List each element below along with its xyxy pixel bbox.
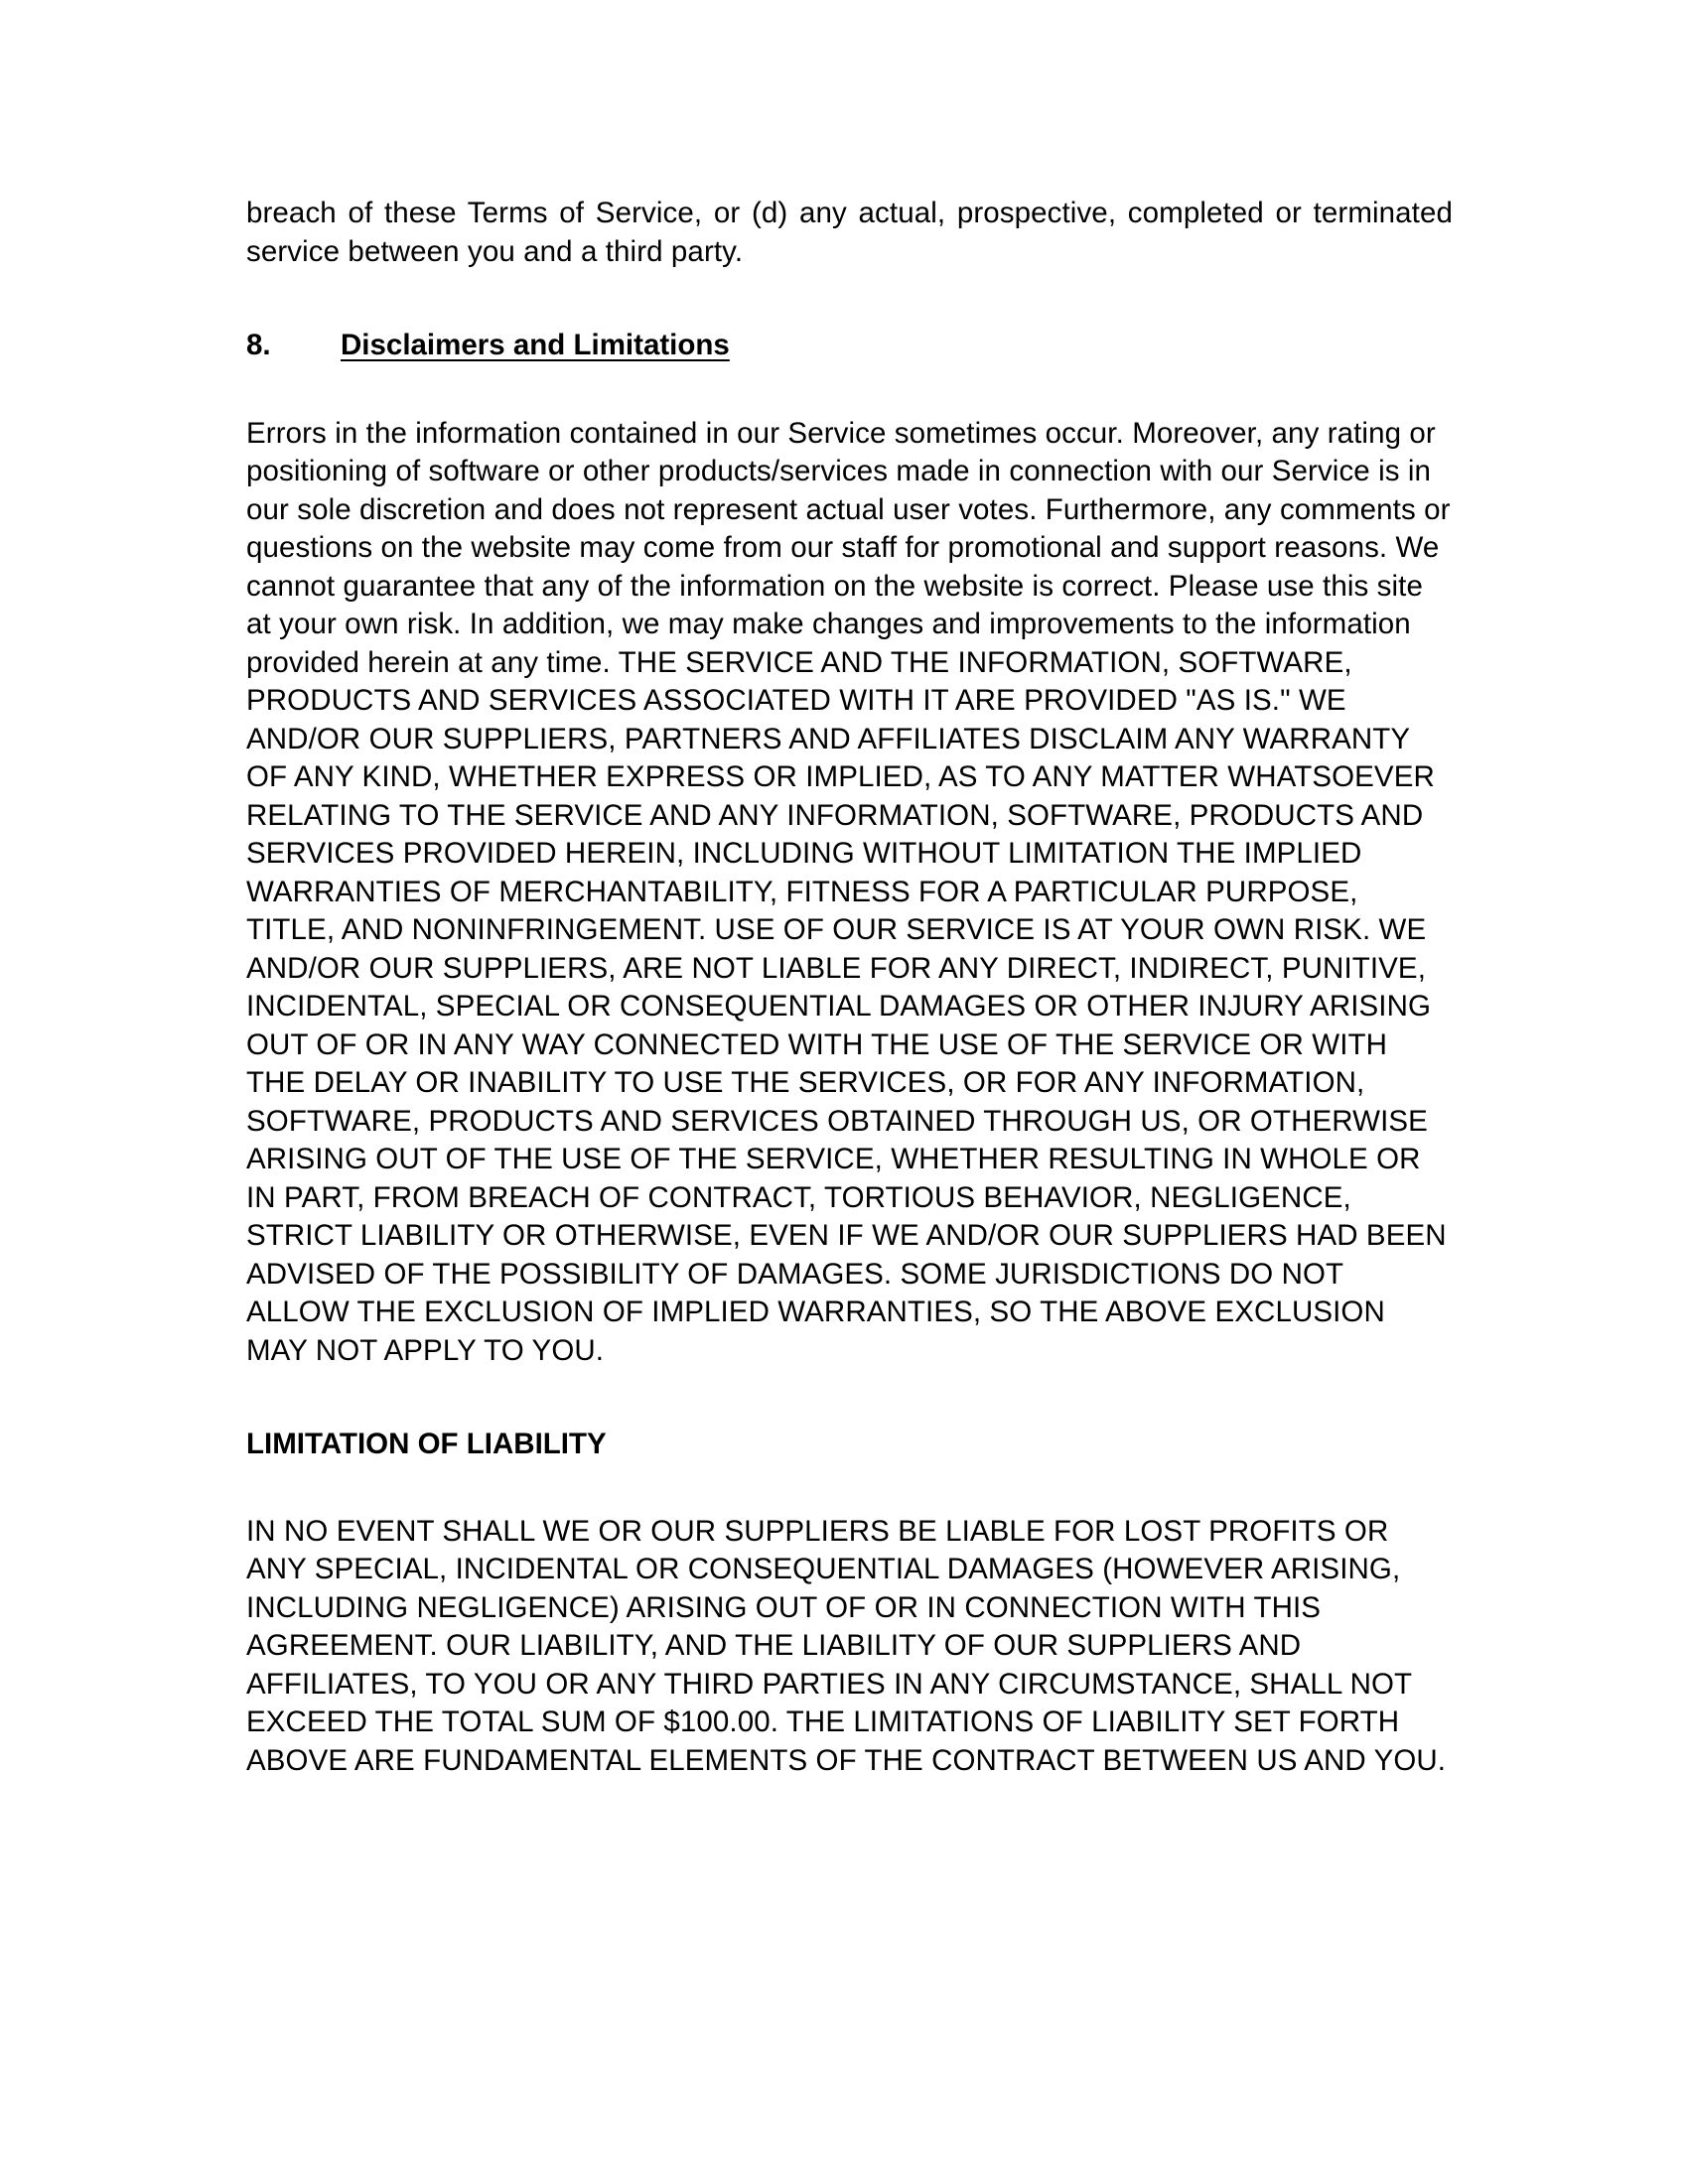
intro-paragraph: breach of these Terms of Service, or (d) any actual, prospective, completed or terminated service between you and a third party. <box>246 197 1453 268</box>
section-title: Disclaimers and Limitations <box>341 329 730 361</box>
disclaimer-paragraph: Errors in the information contained in our Service sometimes occur. Moreover, any rating or positioning of software or other products/services made in connection with our Service is in our sole discretion and does not represent actual user votes. Furthermore, any comments or questions on the website may come from our staff for promotional and support reasons. We cannot guarantee that any of the information on the website is correct. Please use this site at your own risk. In addition, we may make changes and improvements to the information provided herein at any time. THE SERVICE AND THE INFORMATION, SOFTWARE, PRODUCTS AND SERVICES ASSOCIATED WITH IT ARE PROVIDED "AS IS." WE AND/OR OUR SUPPLIERS, PARTNERS AND AFFILIATES DISCLAIM ANY WARRANTY OF ANY KIND, WHETHER EXPRESS OR IMPLIED, AS TO ANY MATTER WHATSOEVER RELATING TO THE SERVICE AND ANY INFORMATION, SOFTWARE, PRODUCTS AND SERVICES PROVIDED HEREIN, INCLUDING WITHOUT LIMITATION THE IMPLIED WARRANTIES OF MERCHANTABILITY, FITNESS FOR A PARTICULAR PURPOSE, TITLE, AND NONINFRINGEMENT. USE OF OUR SERVICE IS AT YOUR OWN RISK. WE AND/OR OUR SUPPLIERS, ARE NOT LIABLE FOR ANY DIRECT, INDIRECT, PUNITIVE, INCIDENTAL, SPECIAL OR CONSEQUENTIAL DAMAGES OR OTHER INJURY ARISING OUT OF OR IN ANY WAY CONNECTED WITH THE USE OF THE SERVICE OR WITH THE DELAY OR INABILITY TO USE THE SERVICES, OR FOR ANY INFORMATION, SOFTWARE, PRODUCTS AND SERVICES OBTAINED THROUGH US, OR OTHERWISE ARISING OUT OF THE USE OF THE SERVICE, WHETHER RESULTING IN WHOLE OR IN PART, FROM BREACH OF CONTRACT, TORTIOUS BEHAVIOR, NEGLIGENCE, STRICT LIABILITY OR OTHERWISE, EVEN IF WE AND/OR OUR SUPPLIERS HAD BEEN ADVISED OF THE POSSIBILITY OF DAMAGES. SOME JURISDICTIONS DO NOT ALLOW THE EXCLUSION OF IMPLIED WARRANTIES, SO THE ABOVE EXCLUSION MAY NOT APPLY TO YOU. <box>246 416 1451 1367</box>
spacer-before-limitation-heading <box>246 1370 1453 1426</box>
document-body <box>246 195 1453 1780</box>
spacer-after-heading <box>246 365 1453 415</box>
limitation-of-liability-heading: LIMITATION OF LIABILITY <box>246 1428 607 1460</box>
section-heading <box>246 327 1453 365</box>
section-number: 8. <box>246 329 271 361</box>
limitation-of-liability-paragraph: IN NO EVENT SHALL WE OR OUR SUPPLIERS BE LIABLE FOR LOST PROFITS OR ANY SPECIAL, INCIDENTAL OR CONSEQUENTIAL DAMAGES (HOWEVER ARISING, INCLUDING NEGLIGENCE) ARISING OUT OF OR IN CONNECTION WITH THIS AGREEMENT. OUR LIABILITY, AND THE LIABILITY OF OUR SUPPLIERS AND AFFILIATES, TO YOU OR ANY THIRD PARTIES IN ANY CIRCUMSTANCE, SHALL NOT EXCEED THE TOTAL SUM OF $100.00. THE LIMITATIONS OF LIABILITY SET FORTH ABOVE ARE FUNDAMENTAL ELEMENTS OF THE CONTRACT BETWEEN US AND YOU. <box>246 1514 1447 1777</box>
spacer-after-limitation-heading <box>246 1464 1453 1513</box>
spacer-after-intro <box>246 271 1453 327</box>
